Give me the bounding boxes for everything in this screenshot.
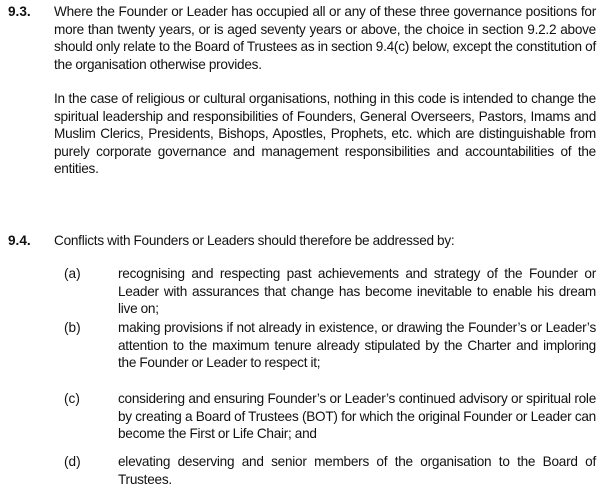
list-item-text: making provisions if not already in existence, or drawing the Founder’s or Leader’s attention to the maximum tenure already stipulated by the Charter and imploring the Founder or Leader to respect it; bbox=[118, 320, 596, 370]
list-item-label: (d) bbox=[64, 454, 81, 469]
section-number: 9.4. bbox=[8, 233, 31, 248]
list-item-label: (c) bbox=[64, 391, 80, 406]
list-item-text: considering and ensuring Founder’s or Leader’s continued advisory or spiritual role by creating a Board of Trustees (BOT) for which the original Founder or Leader can become the First or Life Chair; and bbox=[118, 391, 596, 441]
list-item-text: elevating deserving and senior members of the organisation to the Board of Trustees. bbox=[118, 454, 596, 487]
section-intro: Conflicts with Founders or Leaders should therefore be addressed by: bbox=[54, 233, 455, 248]
section-number: 9.3. bbox=[8, 4, 31, 19]
paragraph: Where the Founder or Leader has occupied all or any of these three governance positions for more than twenty years, or is aged seventy years or above, the choice in section 9.2.2 above should only relate to the Board of Trustees as in section 9.4(c) below, except the constitution of the organisation otherwise provides. bbox=[54, 4, 596, 72]
paragraph: In the case of religious or cultural organisations, nothing in this code is intended to change the spiritual leadership and responsibilities of Founders, General Overseers, Pastors, Imams and Muslim Clerics, Presidents, Bishops, Apostles, Prophets, etc. which are distinguishable from purely corporate governance and management responsibilities and accountabilities of the entities. bbox=[54, 91, 596, 176]
list-item-label: (a) bbox=[64, 266, 81, 281]
list-item-label: (b) bbox=[64, 320, 81, 335]
list-item-text: recognising and respecting past achievements and strategy of the Founder or Leader with assurances that change has become inevitable to enable his dream live on; bbox=[118, 266, 596, 316]
